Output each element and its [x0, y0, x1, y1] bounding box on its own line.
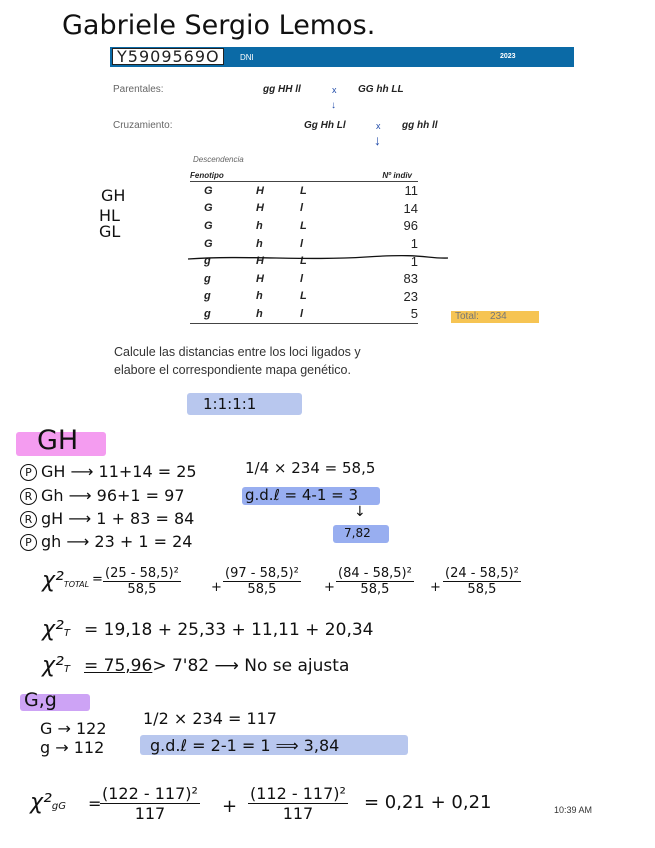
table-row [190, 270, 418, 288]
ratio: 1:1:1:1 [203, 395, 257, 413]
chi-subscript: T [63, 628, 70, 639]
side-note: HL [99, 206, 120, 225]
table-cell: 1 [410, 253, 418, 269]
critical-value: 7,82 [344, 526, 371, 540]
list-item: P gh ⟶ 23 + 1 = 24 [20, 532, 192, 551]
table-cell: L [300, 184, 307, 197]
cross-x1: x [332, 85, 337, 95]
term [336, 566, 414, 597]
table-cell: 83 [403, 271, 418, 287]
tag-icon: R [20, 511, 37, 528]
term [100, 784, 200, 823]
table-cell: 23 [403, 288, 418, 304]
table-cell: g [190, 305, 256, 323]
plus-sign: + [430, 580, 441, 595]
table-cell: l [300, 237, 304, 250]
table-caption: Descendencia [193, 155, 244, 164]
term-numerator: (84 - 58,5)² [338, 566, 412, 581]
table-row [190, 217, 418, 235]
list-item: R Gh ⟶ 96+1 = 97 [20, 486, 185, 505]
chi-subscript: T [63, 664, 70, 675]
term-denominator: 117 [282, 804, 314, 823]
tag-icon: R [20, 488, 37, 505]
degrees-of-freedom: g.d.ℓ = 2-1 = 1 ⟹ 3,84 [150, 736, 340, 755]
term-numerator: (24 - 58,5)² [445, 566, 519, 581]
chi-result-line [84, 656, 349, 676]
term-denominator: 58,5 [467, 582, 497, 597]
expected-value: 1/2 × 234 = 117 [143, 709, 277, 728]
chi-subscript: gG [51, 801, 66, 812]
plus-sign: + [324, 580, 335, 595]
question-line2: elabore el correspondiente mapa genético. [114, 363, 351, 377]
term [443, 566, 521, 597]
table-cell: L [300, 290, 307, 303]
list-item: P GH ⟶ 11+14 = 25 [20, 462, 197, 481]
term [223, 566, 301, 597]
table-row [190, 182, 418, 200]
chi-symbol: χ²gG [30, 790, 66, 815]
table-cell: h [256, 237, 263, 250]
table-cell: 14 [403, 200, 418, 216]
degrees-of-freedom: g.d.ℓ = 4-1 = 3 [245, 486, 359, 504]
plus-sign: + [211, 580, 222, 595]
table-cell: g [204, 255, 211, 268]
table-header: Nº indiv [340, 169, 418, 182]
year-label: 2023 [500, 53, 516, 60]
expected-value: 1/4 × 234 = 58,5 [245, 459, 376, 477]
table-cell: 5 [340, 305, 418, 323]
table-cell: G [204, 202, 213, 215]
tag-icon: P [20, 534, 37, 551]
arrow-down-icon: ↓ [354, 504, 366, 520]
chi-total-value: = 75,96 [84, 656, 153, 676]
eq-sign: = [88, 794, 102, 813]
parent1: gg HH ll [263, 84, 301, 95]
table-cell: H [256, 202, 264, 215]
table-cell: L [300, 219, 307, 232]
table-cell: H [256, 272, 264, 285]
plus-sign: + [222, 796, 238, 817]
term-denominator: 58,5 [360, 582, 390, 597]
table-cell: 11 [404, 183, 418, 199]
table-cell: l [300, 305, 340, 323]
count-item: G → 122 [40, 719, 107, 738]
table-cell: G [204, 219, 213, 232]
table-row [190, 288, 418, 306]
chi-symbol: χ²T [42, 617, 70, 642]
count-item: g → 112 [40, 738, 105, 757]
table-cell: g [204, 290, 211, 303]
cruzamiento-label: Cruzamiento: [113, 120, 173, 131]
table-row [190, 200, 418, 218]
table-row [190, 305, 418, 323]
table-header: Fenotipo [190, 169, 256, 182]
tag-icon: P [20, 464, 37, 481]
total-value: 234 [490, 311, 507, 322]
table-cell: G [204, 237, 213, 250]
term [103, 566, 181, 597]
chi-conclusion: > 7'82 ⟶ No se ajusta [152, 656, 350, 676]
dni-number: Y5909569O [112, 48, 224, 65]
term-denominator: 58,5 [127, 582, 157, 597]
side-note: GL [99, 222, 121, 241]
table-cell: L [300, 255, 307, 268]
table-cell: h [256, 219, 263, 232]
parent2: GG hh LL [358, 84, 404, 95]
table-header [256, 169, 300, 182]
term-numerator: (97 - 58,5)² [225, 566, 299, 581]
table-cell: g [204, 272, 211, 285]
chi-sum-line: = 19,18 + 25,33 + 11,11 + 20,34 [84, 620, 374, 640]
question-line1: Calcule las distancias entre los loci ligados y [114, 345, 361, 359]
term-denominator: 58,5 [247, 582, 277, 597]
cross2: gg hh ll [402, 120, 438, 131]
table-cell: H [256, 184, 264, 197]
timestamp: 10:39 AM [554, 805, 593, 815]
dni-label: DNI [240, 53, 254, 62]
section-title: G,g [24, 689, 57, 711]
chi-symbol: χ²T [42, 653, 70, 678]
term-numerator: (112 - 117)² [250, 784, 346, 803]
cross-x2: x [376, 121, 381, 131]
parentales-label: Parentales: [113, 84, 164, 95]
student-name: Gabriele Sergio Lemos. [62, 10, 376, 41]
total-label: Total: [455, 311, 479, 322]
arrow-down-icon: ↓ [331, 100, 336, 111]
table-row [190, 235, 418, 253]
table-cell: G [204, 184, 213, 197]
offspring-table [190, 169, 418, 324]
table-cell: l [300, 202, 304, 215]
term-numerator: (25 - 58,5)² [105, 566, 179, 581]
term-numerator: (122 - 117)² [102, 784, 198, 803]
chi-result-line: = 0,21 + 0,21 [364, 792, 492, 813]
table-cell: H [256, 255, 264, 268]
table-cell: h [256, 290, 263, 303]
chi-subscript: TOTAL [63, 580, 90, 589]
list-item: R gH ⟶ 1 + 83 = 84 [20, 509, 194, 528]
cross1: Gg Hh Ll [304, 120, 346, 131]
section-title: GH [37, 425, 79, 456]
total-box [451, 311, 539, 323]
eq-sign: = [92, 572, 103, 587]
chi-symbol: χ²TOTAL [42, 568, 90, 593]
table-cell: 96 [403, 218, 418, 234]
term [248, 784, 348, 823]
table-cell: 1 [410, 236, 418, 252]
term-denominator: 117 [134, 804, 166, 823]
table-header [300, 169, 340, 182]
arrow-down-icon: ↓ [374, 132, 381, 148]
table-cell: l [300, 272, 304, 285]
side-note: GH [101, 186, 126, 205]
table-cell: h [256, 305, 300, 323]
handwritten-separator [186, 253, 452, 263]
